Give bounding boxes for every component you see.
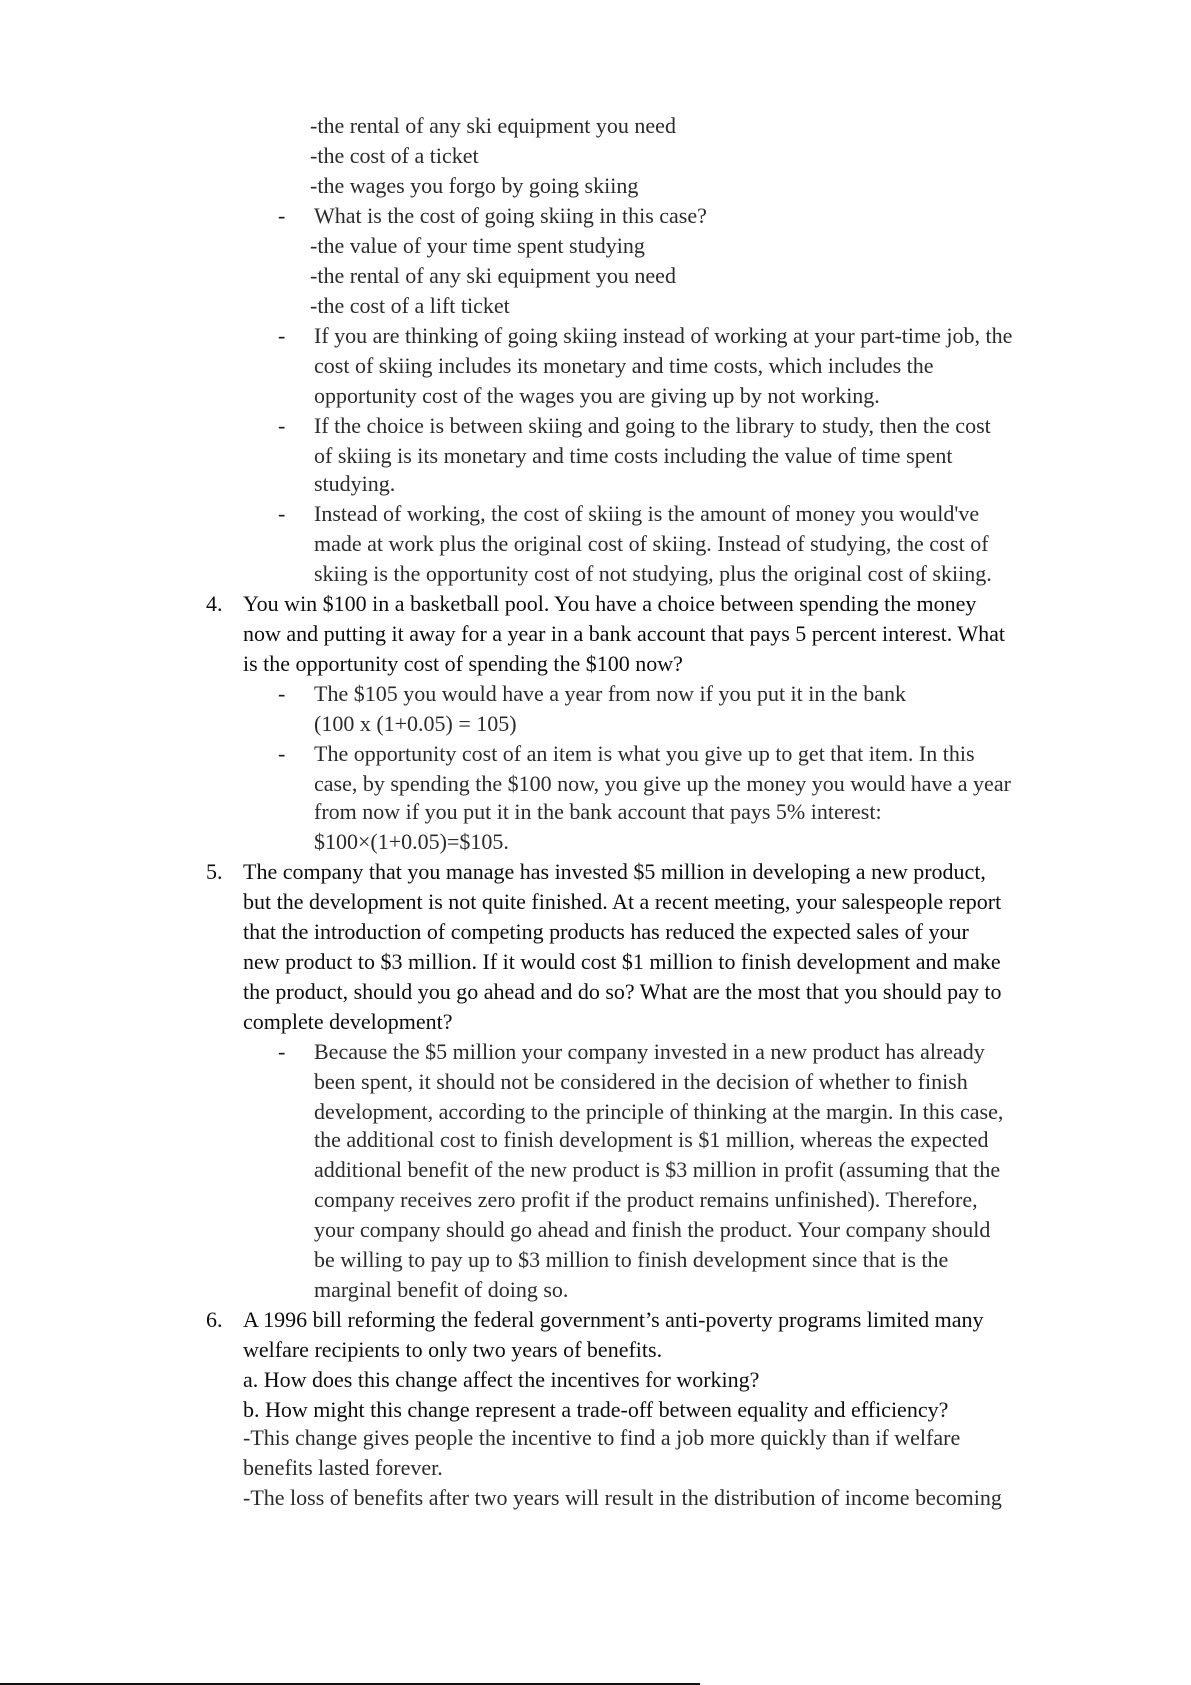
answer-text: benefits lasted forever. (243, 1455, 443, 1480)
bullet-dash: - (278, 413, 286, 438)
list-item: -the rental of any ski equipment you need (310, 263, 676, 288)
question-text: a. How does this change affect the incentives for working? (243, 1367, 760, 1392)
bullet-text: marginal benefit of doing so. (314, 1277, 569, 1302)
question-number: 6. (206, 1307, 223, 1332)
question-text: now and putting it away for a year in a bank account that pays 5 percent interest. What (243, 621, 1005, 646)
bullet-text: The opportunity cost of an item is what you give up to get that item. In this (314, 741, 975, 766)
bullet-text: cost of skiing includes its monetary and time costs, which includes the (314, 353, 934, 378)
list-item: -the cost of a ticket (310, 143, 479, 168)
bullet-text: If you are thinking of going skiing instead of working at your part-time job, the (314, 323, 1013, 348)
bullet-dash: - (278, 681, 286, 706)
answer-text: -This change gives people the incentive to find a job more quickly than if welfare (243, 1425, 961, 1450)
bullet-dash: - (278, 1039, 286, 1064)
bullet-text: be willing to pay up to $3 million to finish development since that is the (314, 1247, 949, 1272)
bullet-text: the additional cost to finish development is $1 million, whereas the expected (314, 1127, 989, 1152)
bullet-text: What is the cost of going skiing in this case? (314, 203, 707, 228)
question-text: welfare recipients to only two years of benefits. (243, 1337, 663, 1362)
bullet-text: (100 x (1+0.05) = 105) (314, 711, 517, 736)
list-item: -the cost of a lift ticket (310, 293, 510, 318)
question-text: A 1996 bill reforming the federal government’s anti-poverty programs limited many (243, 1307, 984, 1332)
bullet-text: your company should go ahead and finish the product. Your company should (314, 1217, 991, 1242)
question-text: You win $100 in a basketball pool. You have a choice between spending the money (243, 591, 977, 616)
bullet-dash: - (278, 323, 286, 348)
bullet-dash: - (278, 501, 286, 526)
bullet-text: been spent, it should not be considered in the decision of whether to finish (314, 1069, 968, 1094)
list-item: -the rental of any ski equipment you need (310, 113, 676, 138)
bullet-text: If the choice is between skiing and going to the library to study, then the cost (314, 413, 991, 438)
list-item: -the wages you forgo by going skiing (310, 173, 639, 198)
bullet-text: development, according to the principle of thinking at the margin. In this case, (314, 1099, 1004, 1124)
question-text: complete development? (243, 1009, 453, 1034)
bullet-text: Because the $5 million your company invested in a new product has already (314, 1039, 985, 1064)
bullet-dash: - (278, 203, 286, 228)
bullet-text: $100×(1+0.05)=$105. (314, 829, 509, 854)
question-text: is the opportunity cost of spending the $100 now? (243, 651, 683, 676)
answer-text: -The loss of benefits after two years will result in the distribution of income becoming (243, 1485, 1002, 1510)
bullet-text: of skiing is its monetary and time costs including the value of time spent (314, 443, 953, 468)
bullet-text: case, by spending the $100 now, you give up the money you would have a year (314, 771, 1011, 796)
question-text: new product to $3 million. If it would cost $1 million to finish development and make (243, 949, 1001, 974)
bullet-dash: - (278, 741, 286, 766)
bullet-text: The $105 you would have a year from now if you put it in the bank (314, 681, 907, 706)
question-text: but the development is not quite finished. At a recent meeting, your salespeople report (243, 889, 1002, 914)
bullet-text: skiing is the opportunity cost of not studying, plus the original cost of skiing. (314, 561, 992, 586)
question-text: The company that you manage has invested $5 million in developing a new product, (243, 859, 986, 884)
bullet-text: company receives zero profit if the product remains unfinished). Therefore, (314, 1187, 978, 1212)
question-text: that the introduction of competing products has reduced the expected sales of your (243, 919, 969, 944)
bullet-text: made at work plus the original cost of skiing. Instead of studying, the cost of (314, 531, 989, 556)
list-item: -the value of your time spent studying (310, 233, 645, 258)
bullet-text: Instead of working, the cost of skiing is the amount of money you would've (314, 501, 980, 526)
question-number: 4. (206, 591, 223, 616)
question-text: b. How might this change represent a trade-off between equality and efficiency? (243, 1397, 949, 1422)
bullet-text: additional benefit of the new product is $3 million in profit (assuming that the (314, 1157, 1001, 1182)
bullet-text: from now if you put it in the bank account that pays 5% interest: (314, 799, 882, 824)
bullet-text: opportunity cost of the wages you are giving up by not working. (314, 383, 880, 408)
question-text: the product, should you go ahead and do so? What are the most that you should pay to (243, 979, 1002, 1004)
bullet-text: studying. (314, 471, 396, 496)
question-number: 5. (206, 859, 223, 884)
